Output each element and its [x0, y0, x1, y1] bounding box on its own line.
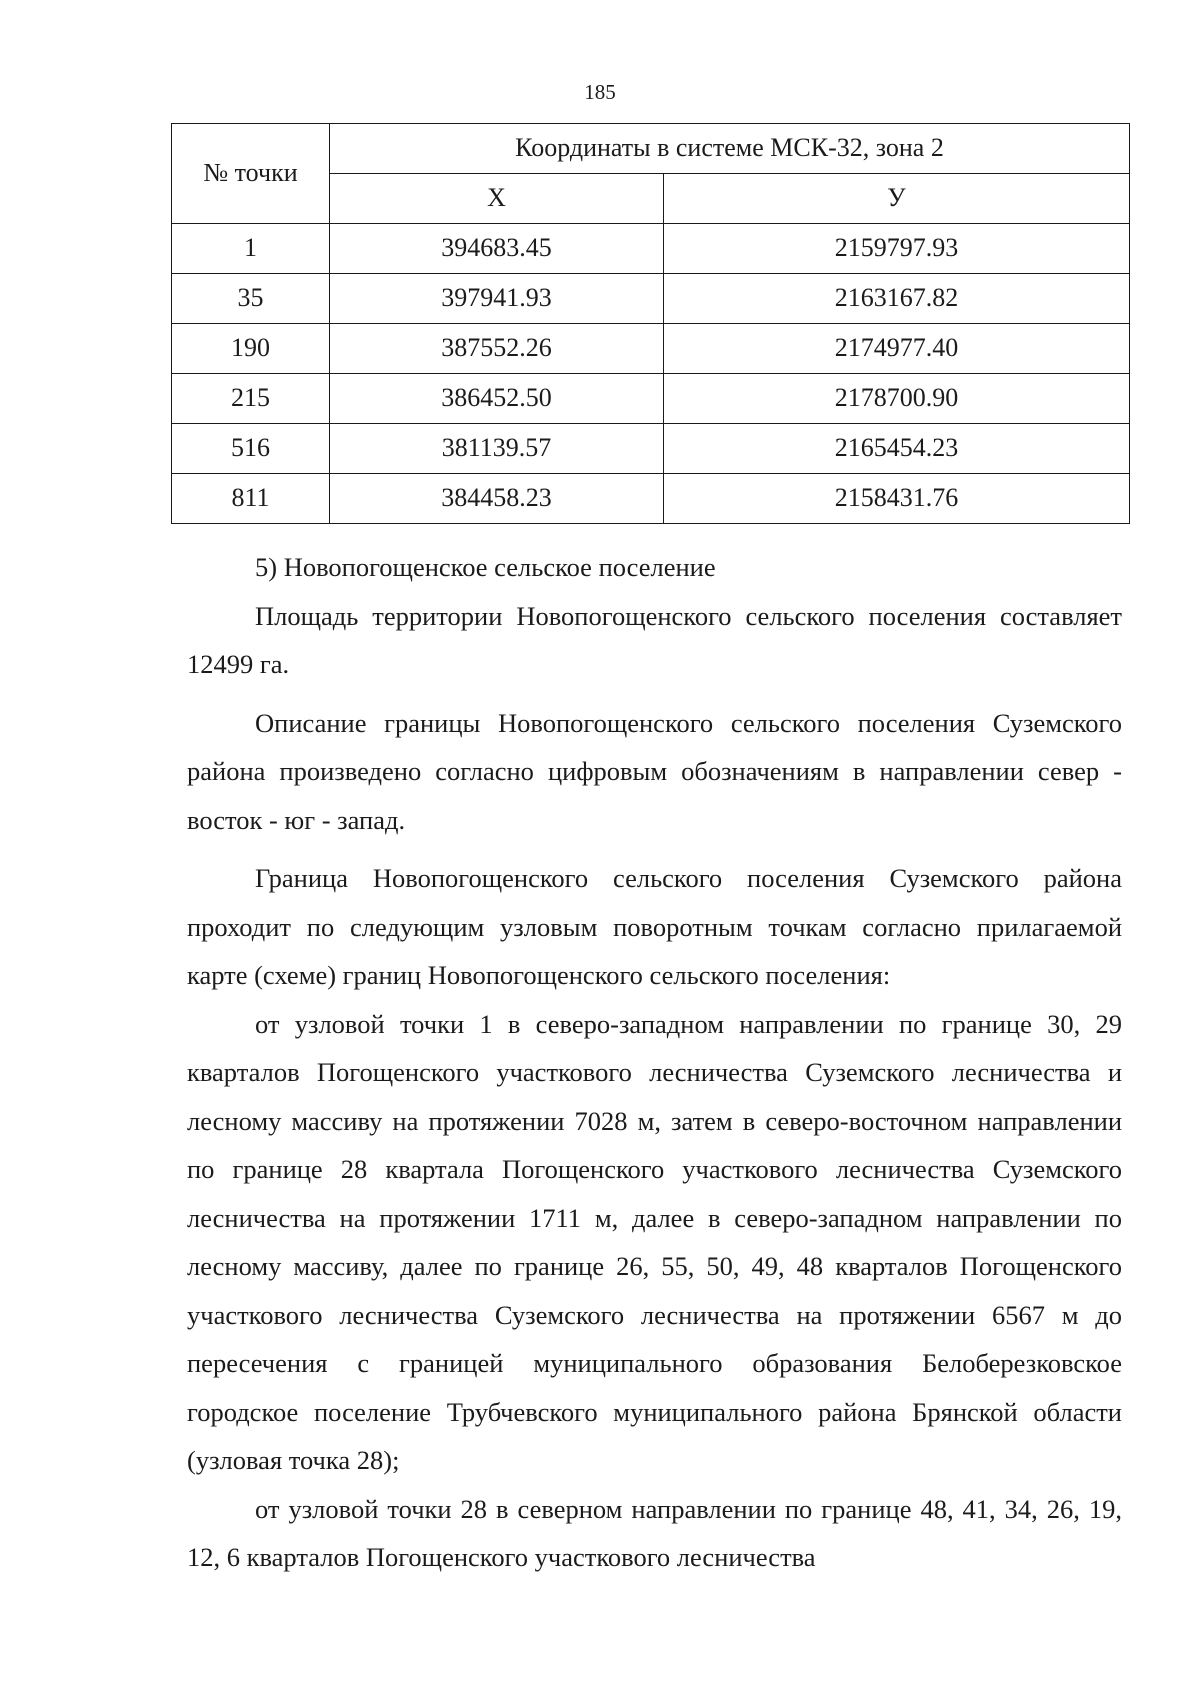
header-x: Х: [330, 174, 664, 224]
paragraph-from-point-28: от узловой точки 28 в северном направлении по границе 48, 41, 34, 26, 19, 12, 6 кварталов Погощенского участкового лесничества: [187, 1493, 1122, 1572]
cell-point: 215: [172, 374, 330, 424]
cell-x: 397941.93: [330, 274, 664, 324]
page-number: 185: [584, 80, 616, 104]
cell-y: 2159797.93: [664, 224, 1130, 274]
cell-y: 2163167.82: [664, 274, 1130, 324]
table-row: [172, 224, 1130, 274]
cell-point: 35: [172, 274, 330, 324]
paragraph-from-point-1: от узловой точки 1 в северо-западном направлении по границе 30, 29 кварталов Погощенского участкового лесничества Суземского лесничества и лесному массиву на протяжении 7028 м, затем в северо-восточном направлении по границе 28 квартала Погощенского участкового лесничества Суземского лесничества на протяжении 1711 м, далее в северо-западном направлении по лесному массиву, далее по границе 26, 55, 50, 49, 48 кварталов Погощенского участкового лесничества Суземского лесничества на протяжении 6567 м до пересечения с границей муниципального образования Белоберезковское городское поселение Трубчевского муниципального района Брянской области (узловая точка 28);: [187, 1008, 1122, 1475]
paragraph-description: Описание границы Новопогощенского сельского поселения Суземского района произведено согласно цифровым обозначениям в направлении север - восток - юг - запад.: [187, 707, 1122, 835]
table-row: [172, 424, 1130, 474]
cell-y: 2165454.23: [664, 424, 1130, 474]
header-y: У: [664, 174, 1130, 224]
table-header-row: [172, 124, 1130, 174]
cell-point: 1: [172, 224, 330, 274]
table-row: [172, 274, 1130, 324]
cell-y: 2158431.76: [664, 474, 1130, 524]
cell-x: 386452.50: [330, 374, 664, 424]
header-point-number: № точки: [172, 124, 330, 224]
paragraph-border: Граница Новопогощенского сельского поселения Суземского района проходит по следующим узловым поворотным точкам согласно прилагаемой карте (схеме) границ Новопогощенского сельского поселения:: [187, 863, 1122, 990]
cell-point: 516: [172, 424, 330, 474]
header-coordinate-system: Координаты в системе МСК-32, зона 2: [330, 124, 1130, 174]
cell-x: 394683.45: [330, 224, 664, 274]
cell-point: 811: [172, 474, 330, 524]
cell-y: 2178700.90: [664, 374, 1130, 424]
cell-x: 384458.23: [330, 474, 664, 524]
coordinates-table: [171, 123, 1130, 524]
paragraph-area: Площадь территории Новопогощенского сельского поселения составляет 12499 га.: [187, 600, 1122, 679]
cell-point: 190: [172, 324, 330, 374]
cell-x: 381139.57: [330, 424, 664, 474]
body-text: [187, 543, 1122, 1582]
section-heading: 5) Новопогощенское сельское поселение: [255, 552, 716, 582]
cell-x: 387552.26: [330, 324, 664, 374]
table-row: [172, 374, 1130, 424]
cell-y: 2174977.40: [664, 324, 1130, 374]
table-row: [172, 324, 1130, 374]
table-row: [172, 474, 1130, 524]
